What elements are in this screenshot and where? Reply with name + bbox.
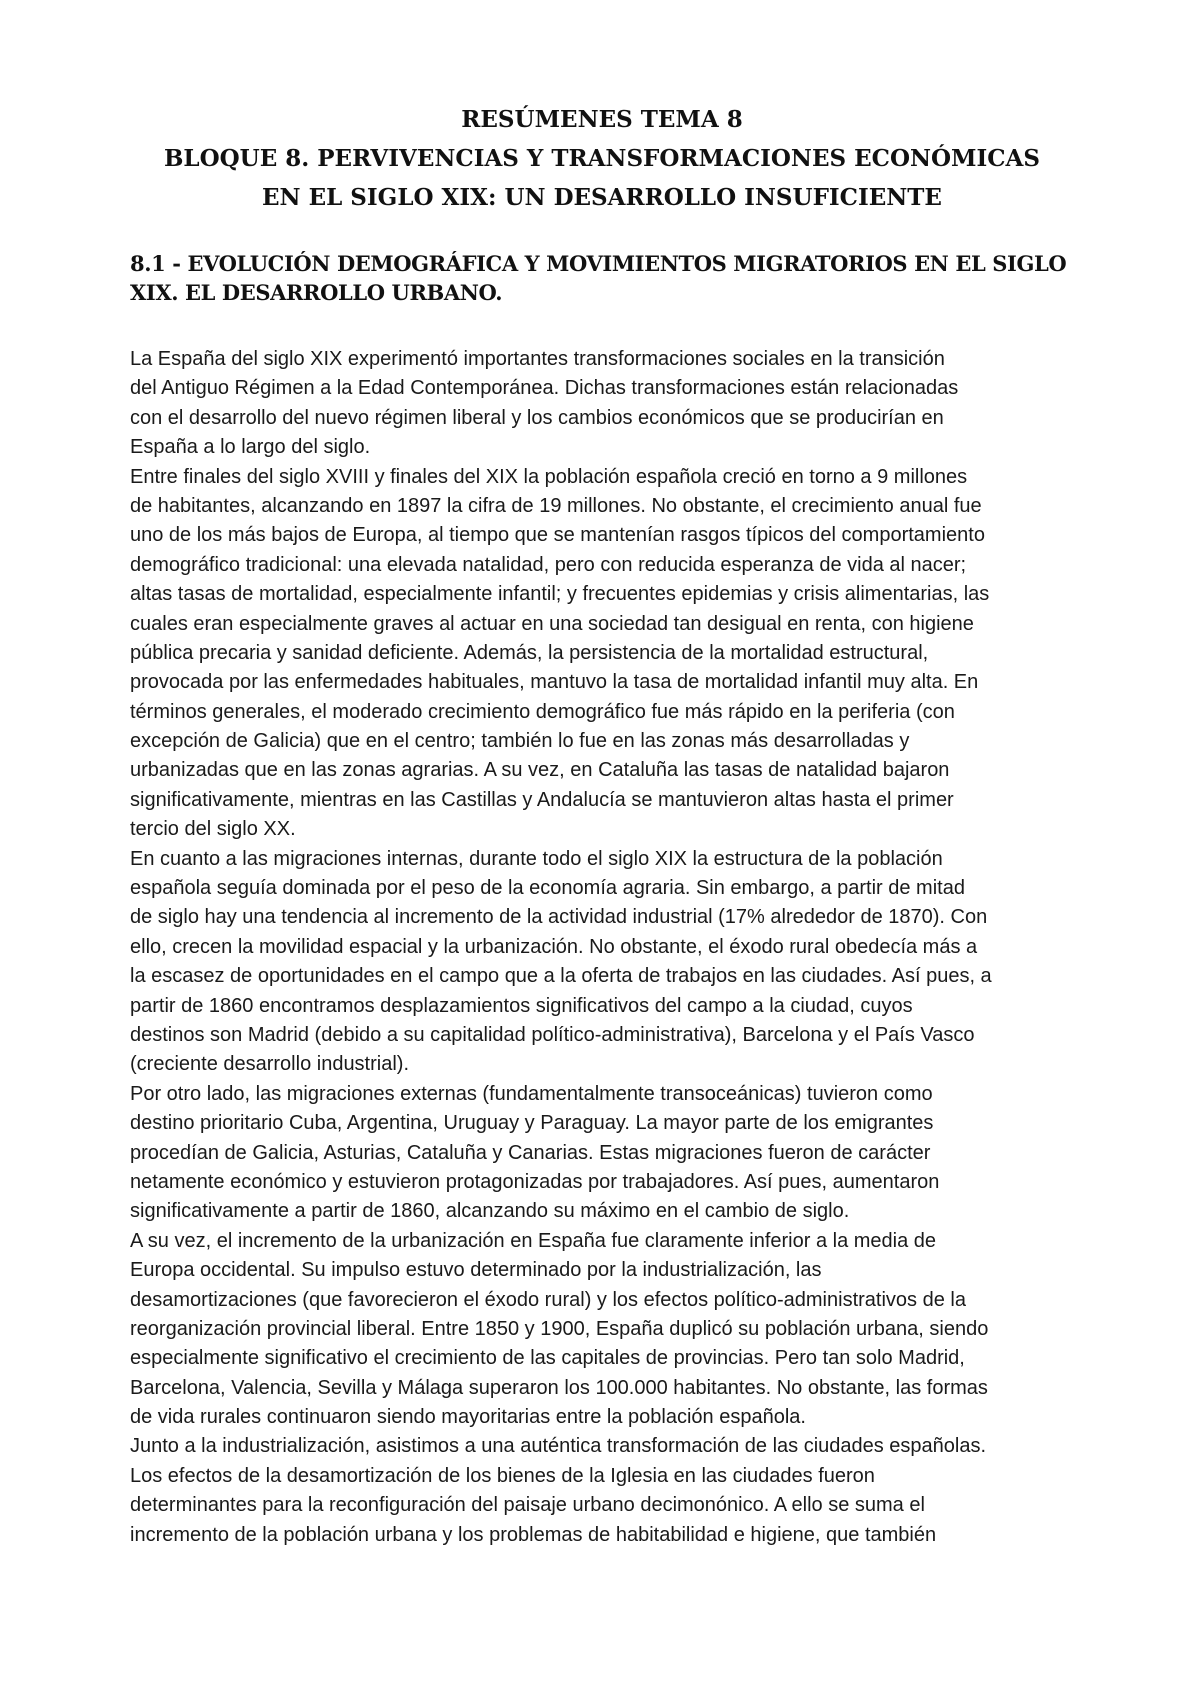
body-text-line: destinos son Madrid (debido a su capitalidad político-administrativa), Barcelona y el País Vasco [130, 1023, 975, 1046]
body-text-line: partir de 1860 encontramos desplazamientos significativos del campo a la ciudad, cuyos [130, 994, 913, 1017]
body-text-line: Por otro lado, las migraciones externas (fundamentalmente transoceánicas) tuvieron como [130, 1082, 933, 1105]
body-text-line: incremento de la población urbana y los problemas de habitabilidad e higiene, que también [130, 1523, 937, 1546]
body-text-line: España a lo largo del siglo. [130, 436, 371, 459]
body-text-line: En cuanto a las migraciones internas, durante todo el siglo XIX la estructura de la población [130, 847, 943, 870]
body-text-line: cuales eran especialmente graves al actuar en una sociedad tan desigual en renta, con higiene [130, 612, 974, 635]
body-text-line: La España del siglo XIX experimentó importantes transformaciones sociales en la transición [130, 348, 945, 370]
body-text-line: determinantes para la reconfiguración del paisaje urbano decimonónico. A ello se suma el [130, 1494, 925, 1517]
title-line: RESÚMENES TEMA 8 [461, 106, 743, 133]
body-text-line: del Antiguo Régimen a la Edad Contemporánea. Dichas transformaciones están relacionadas [130, 377, 959, 400]
body-text-line: Junto a la industrialización, asistimos a una auténtica transformación de las ciudades españolas. [130, 1435, 987, 1458]
body-text-line: procedían de Galicia, Asturias, Cataluña y Canarias. Estas migraciones fueron de carácter [130, 1141, 931, 1164]
body-text-line: reorganización provincial liberal. Entre 1850 y 1900, España duplicó su población urbana, siendo [130, 1317, 989, 1340]
section-heading-line: 8.1 - EVOLUCIÓN DEMOGRÁFICA Y MOVIMIENTOS MIGRATORIOS EN EL SIGLO [130, 251, 1067, 276]
body-text-line: con el desarrollo del nuevo régimen liberal y los cambios económicos que se producirían en [130, 406, 944, 429]
section-heading [130, 249, 1080, 307]
body-text-line: A su vez, el incremento de la urbanización en España fue claramente inferior a la media de [130, 1229, 937, 1252]
body-text-line: tercio del siglo XX. [130, 818, 296, 841]
body-text-line: urbanizadas que en las zonas agrarias. A su vez, en Cataluña las tasas de natalidad bajaron [130, 759, 950, 782]
body-text [130, 345, 1090, 1550]
body-text-line: pública precaria y sanidad deficiente. Además, la persistencia de la mortalidad estructural, [130, 641, 929, 664]
body-text-line: Los efectos de la desamortización de los bienes de la Iglesia en las ciudades fueron [130, 1464, 875, 1487]
body-text-line: Europa occidental. Su impulso estuvo determinado por la industrialización, las [130, 1259, 822, 1282]
body-text-line: demográfico tradicional: una elevada natalidad, pero con reducida esperanza de vida al nacer; [130, 553, 967, 576]
body-text-line: significativamente a partir de 1860, alcanzando su máximo en el cambio de siglo. [130, 1200, 850, 1223]
body-text-line: desamortizaciones (que favorecieron el éxodo rural) y los efectos político-administrativos de la [130, 1288, 966, 1311]
body-text-line: ello, crecen la movilidad espacial y la urbanización. No obstante, el éxodo rural obedecía más a [130, 935, 978, 958]
body-text-line: significativamente, mientras en las Castillas y Andalucía se mantuvieron altas hasta el primer [130, 788, 954, 811]
body-text-line: española seguía dominada por el peso de la economía agraria. Sin embargo, a partir de mitad [130, 877, 965, 900]
body-text-line: términos generales, el moderado crecimiento demográfico fue más rápido en la periferia (con [130, 700, 955, 723]
body-text-line: excepción de Galicia) que en el centro; también lo fue en las zonas más desarrolladas y [130, 730, 910, 753]
body-text-line: destino prioritario Cuba, Argentina, Uruguay y Paraguay. La mayor parte de los emigrantes [130, 1112, 934, 1135]
body-text-line: de vida rurales continuaron siendo mayoritarias entre la población española. [130, 1406, 806, 1429]
body-text-line: netamente económico y estuvieron protagonizadas por trabajadores. Así pues, aumentaron [130, 1170, 940, 1193]
title-line: BLOQUE 8. PERVIVENCIAS Y TRANSFORMACIONES ECONÓMICAS [163, 145, 1041, 172]
body-text-line: de habitantes, alcanzando en 1897 la cifra de 19 millones. No obstante, el crecimiento anual fue [130, 494, 982, 517]
body-text-line: Barcelona, Valencia, Sevilla y Málaga superaron los 100.000 habitantes. No obstante, las formas [130, 1376, 988, 1399]
body-text-line: Entre finales del siglo XVIII y finales del XIX la población española creció en torno a 9 millones [130, 465, 968, 488]
body-text-line: especialmente significativo el crecimiento de las capitales de provincias. Pero tan solo Madrid, [130, 1347, 965, 1370]
title-line: EN EL SIGLO XIX: UN DESARROLLO INSUFICIENTE [262, 184, 942, 211]
body-text-line: altas tasas de mortalidad, especialmente infantil; y frecuentes epidemias y crisis alimentarias, las [130, 583, 990, 606]
section-heading-line: XIX. EL DESARROLLO URBANO. [130, 280, 503, 305]
document-title [130, 100, 1074, 217]
body-text-line: provocada por las enfermedades habituales, mantuvo la tasa de mortalidad infantil muy alta. En [130, 671, 979, 694]
body-text-line: de siglo hay una tendencia al incremento de la actividad industrial (17% alrededor de 1870). Con [130, 906, 988, 929]
body-text-line: uno de los más bajos de Europa, al tiempo que se mantenían rasgos típicos del comportamiento [130, 524, 985, 547]
body-text-line: la escasez de oportunidades en el campo que a la oferta de trabajos en las ciudades. Así pues, a [130, 965, 992, 988]
body-text-line: (creciente desarrollo industrial). [130, 1053, 410, 1076]
